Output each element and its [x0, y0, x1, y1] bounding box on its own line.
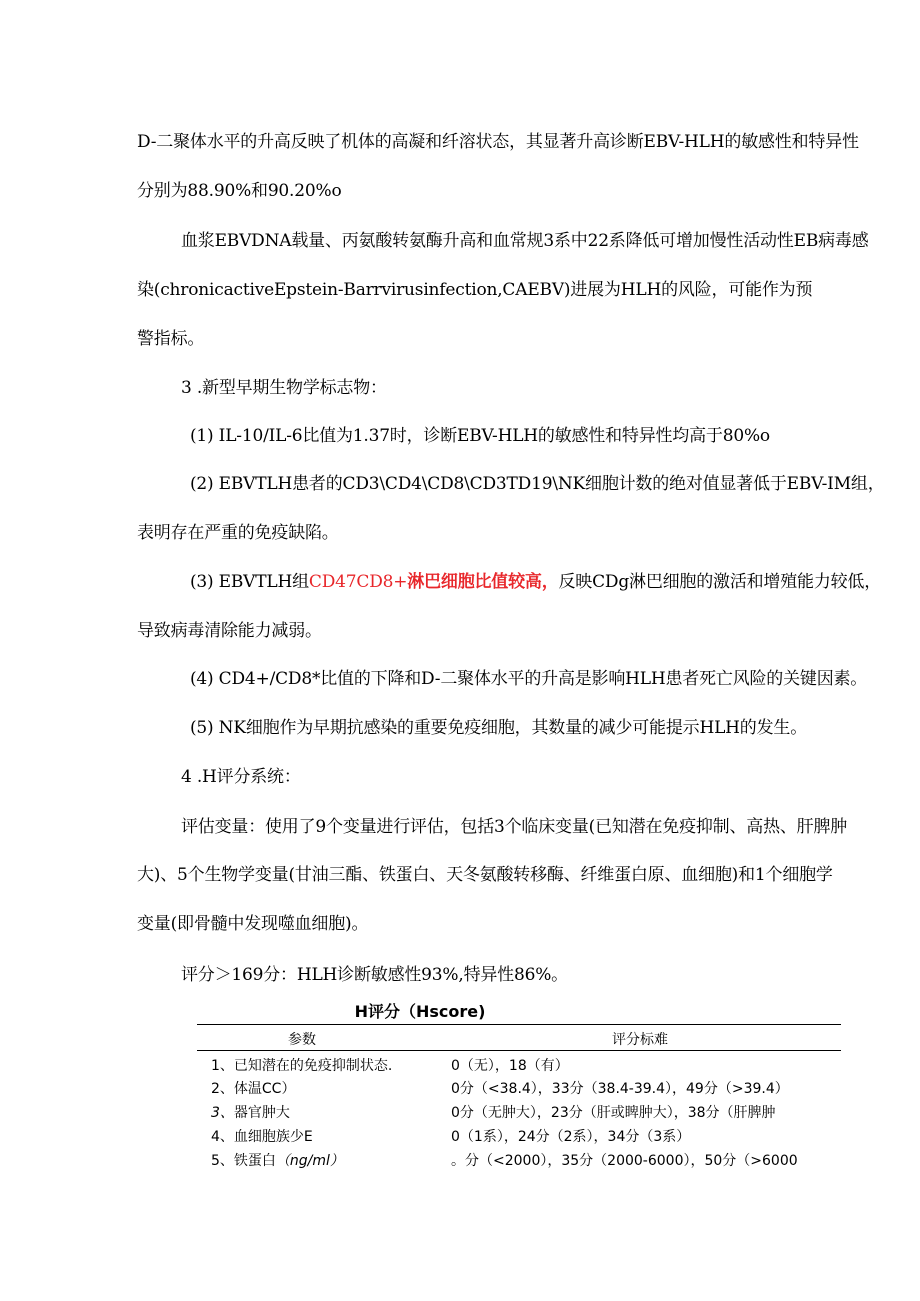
table-cell-param: 1、已知潜在的免疫抑制状态. [211, 1058, 393, 1074]
list-item-text: (3) EBVTLH组 [190, 572, 309, 592]
paragraph-line: D-二聚体水平的升高反映了机体的高凝和纤溶状态，其显著升高诊断EBV-HLH的敏感性和特异性 [137, 132, 859, 152]
unit-text: （ng/ml） [275, 1153, 344, 1169]
table-cell-param [211, 1102, 290, 1124]
table-cell-param: 2、体温CC） [211, 1081, 296, 1097]
section-heading: 3 .新型早期生物学标志物： [181, 378, 387, 398]
paragraph-line: 警指标。 [137, 329, 205, 349]
list-item: (2) EBVTLH患者的CD3\CD4\CD8\CD3TD19\NK细胞计数的绝对值显著低于EBV-IM组， [190, 474, 885, 494]
paragraph-line: 大)、5个生物学变量(甘油三酯、铁蛋白、天冬氨酸转移酶、纤维蛋白原、血细胞)和1个细胞学 [137, 865, 833, 885]
row-number: 3、 [211, 1105, 234, 1121]
param-text: 器官肿大 [233, 1105, 290, 1121]
table-cell-score: 0分（无肿大），23分（肝或睥肿大），38分（肝脾肿 [451, 1105, 776, 1121]
paragraph-line: 血浆EBVDNA载量、丙氨酸转氨酶升高和血常规3系中22系降低可增加慢性活动性EB病毒感 [181, 231, 869, 251]
list-item: (4) CD4+/CD8*比值的下降和D-二聚体水平的升高是影响HLH患者死亡风险的关键因素。 [190, 669, 868, 689]
param-text: 5、铁蛋白 [211, 1153, 276, 1169]
section-heading: 4 .H评分系统： [181, 767, 301, 787]
table-header-score: 评分标难 [612, 1032, 668, 1048]
list-item: (5) NK细胞作为早期抗感染的重要免疫细胞，其数量的减少可能提示HLH的发生。 [190, 718, 807, 738]
table-cell-score: 0分（<38.4），33分（38.4-39.4），49分（>39.4） [451, 1081, 789, 1097]
paragraph-line: 染(chronicactiveEpstein-Barrvirusinfection,CAEBV)进展为HLH的风险，可能作为预 [137, 280, 813, 300]
highlighted-text: CD47CD8+ [308, 572, 408, 592]
paragraph-line: 评估变量：使用了9个变量进行评估，包括3个临床变量(已知潜在免疫抑制、高热、肝脾肿 [181, 817, 848, 837]
table-header-rule [197, 1050, 841, 1051]
table-cell-param: 4、血细胞族少E [211, 1129, 313, 1145]
paragraph-line: 评分＞169分：HLH诊断敏感性93%,特异性86%。 [181, 965, 568, 985]
table-cell-score: 。分（<2000），35分（2000-6000），50分（>6000 [451, 1153, 798, 1169]
table-cell-score: 0（1系），24分（2系），34分（3系） [451, 1129, 691, 1145]
table-top-rule [197, 1024, 841, 1025]
paragraph-line: 分别为88.90%和90.20%o [137, 181, 342, 201]
table-cell-param [211, 1150, 344, 1172]
table-cell-score: 0（无），18（有） [451, 1058, 569, 1074]
table-title: H评分（Hscore) [354, 1002, 486, 1021]
list-item-continuation: 表明存在严重的免疫缺陷。 [137, 523, 339, 543]
list-item: (1) IL-10/IL-6比值为1.37时，诊断EBV-HLH的敏感性和特异性均高于80%o [190, 426, 770, 446]
highlighted-text: 淋巴细胞比值较高， [407, 572, 559, 592]
list-item-text: 反映CDg淋巴细胞的激活和增殖能力较低， [558, 572, 882, 592]
list-item [190, 570, 881, 594]
table-header-param: 参数 [288, 1032, 316, 1048]
paragraph-line: 变量(即骨髓中发现噬血细胞)。 [137, 914, 369, 934]
list-item-continuation: 导致病毒清除能力减弱。 [137, 621, 322, 641]
